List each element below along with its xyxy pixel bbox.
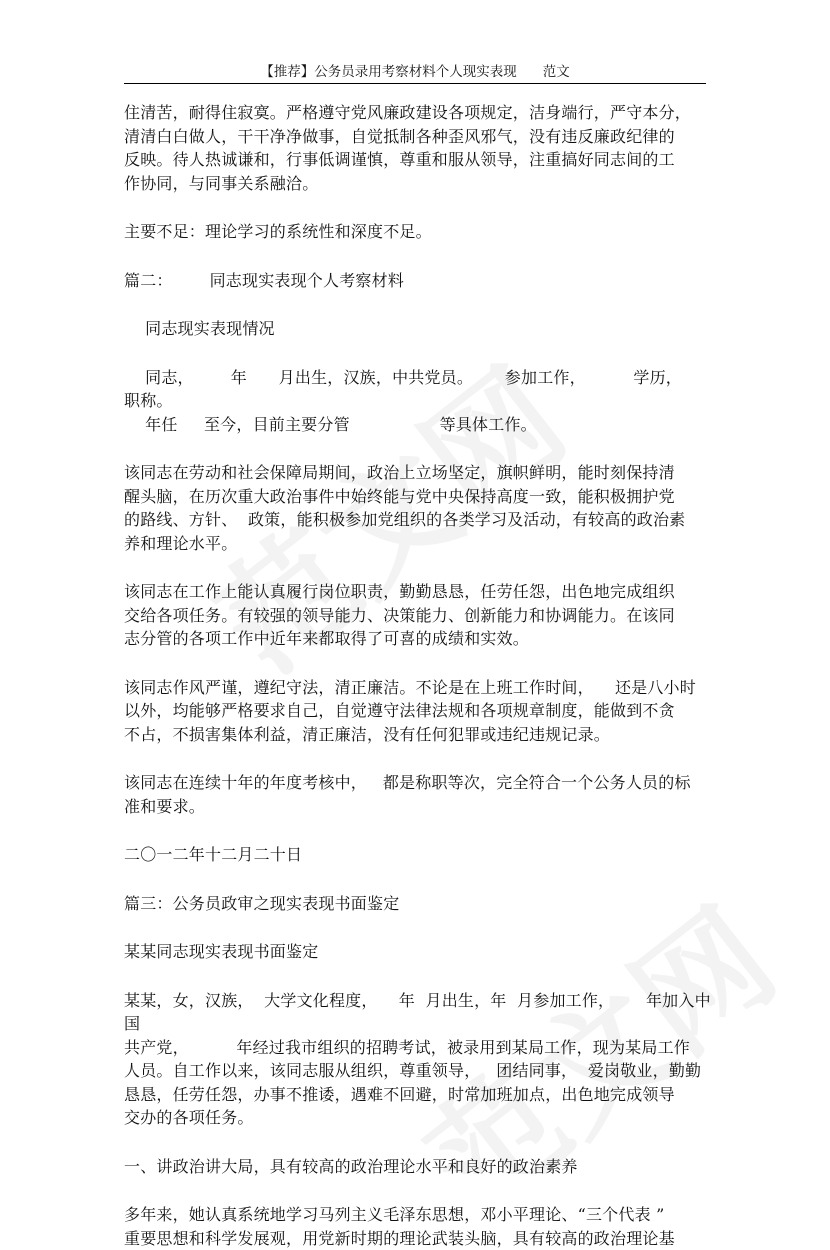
- header-subtitle: 范文: [542, 64, 570, 80]
- paragraph-assessment: 该同志在连续十年的年度考核中， 都是称职等次，完全符合一个公务人员的标 准和要求。: [124, 773, 691, 816]
- page-header: [124, 60, 706, 84]
- paragraph-work: 该同志在工作上能认真履行岗位职责，勤勤恳恳，任劳任怨，出色地完成组织 交给各项任务。有较强的领导能力、决策能力、创新能力和协调能力。在该同 志分管的各项工作中近年来都取得了可喜的成绩和实效。: [124, 582, 675, 648]
- paragraph-conduct: 该同志作风严谨，遵纪守法，清正廉洁。不论是在上班工作时间， 还是八小时 以外，均能够严格要求自己，自觉遵守法律法规和各项规章制度，能做到不贪 不占，不损害集体利益，清正廉洁，没有任何犯罪或违纪违规记录。: [124, 677, 696, 744]
- paragraph-integrity: 住清苦，耐得住寂寞。严格遵守党风廉政建设各项规定，洁身端行，严守本分， 清清白白做人，干干净净做事，自觉抵制各种歪风邪气，没有违反廉政纪律的 反映。待人热诚谦和，行事低调谨慎，尊重和服从领导，注重搞好同志间的工 作协同，与同事关系融洽。: [124, 103, 692, 193]
- header-title: 【推荐】公务员录用考察材料个人现实表现: [260, 64, 517, 80]
- document-date: 二〇一二年十二月二十日: [124, 845, 303, 864]
- section-heading-part3: 篇三：公务员政审之现实表现书面鉴定: [124, 893, 400, 913]
- document-body: [124, 96, 724, 1250]
- paragraph-personal-info: 某某，女，汉族， 大学文化程度， 年 月出生，年 月参加工作， 年加入中国 共产党， 年经过我市组织的招聘考试，被录用到某局工作，现为某局工作 人员。自工作以来，该同志服从组织，尊重领导， 团结同事， 爱岗敬业，勤勤 恳恳，任劳任怨，办事不推诿，遇难不回避，时常加班加点，出色地完成领导 交办的各项任务。: [124, 990, 711, 1127]
- paragraph-theory-study: 多年来，她认真系统地学习马列主义毛泽东思想，邓小平理论、“三个代表 ” 重要思想和科学发展观，用党新时期的理论武装头脑，具有较高的政治理论基: [124, 1205, 675, 1248]
- subheading-appraisal: 某某同志现实表现书面鉴定: [124, 942, 319, 961]
- paragraph-shortcomings: 主要不足：理论学习的系统性和深度不足。: [124, 222, 432, 241]
- subheading-performance: 同志现实表现情况: [124, 319, 275, 338]
- section-heading-part2: 篇二： 同志现实表现个人考察材料: [124, 270, 405, 290]
- heading-politics: 一、讲政治讲大局，具有较高的政治理论水平和良好的政治素养: [124, 1156, 578, 1176]
- paragraph-political: 该同志在劳动和社会保障局期间，政治上立场坚定，旗帜鲜明，能时刻保持清 醒头脑，在历次重大政治事件中始终能与党中央保持高度一致，能积极拥护党 的路线、方针、 政策，能积极参加党组织的各类学习及活动，有较高的政治素 养和理论水平。: [124, 463, 686, 553]
- paragraph-basic-info: 同志， 年 月出生，汉族，中共党员。 参加工作， 学历， 职称。 年任 至今，目前主要分管 等具体工作。: [124, 367, 682, 434]
